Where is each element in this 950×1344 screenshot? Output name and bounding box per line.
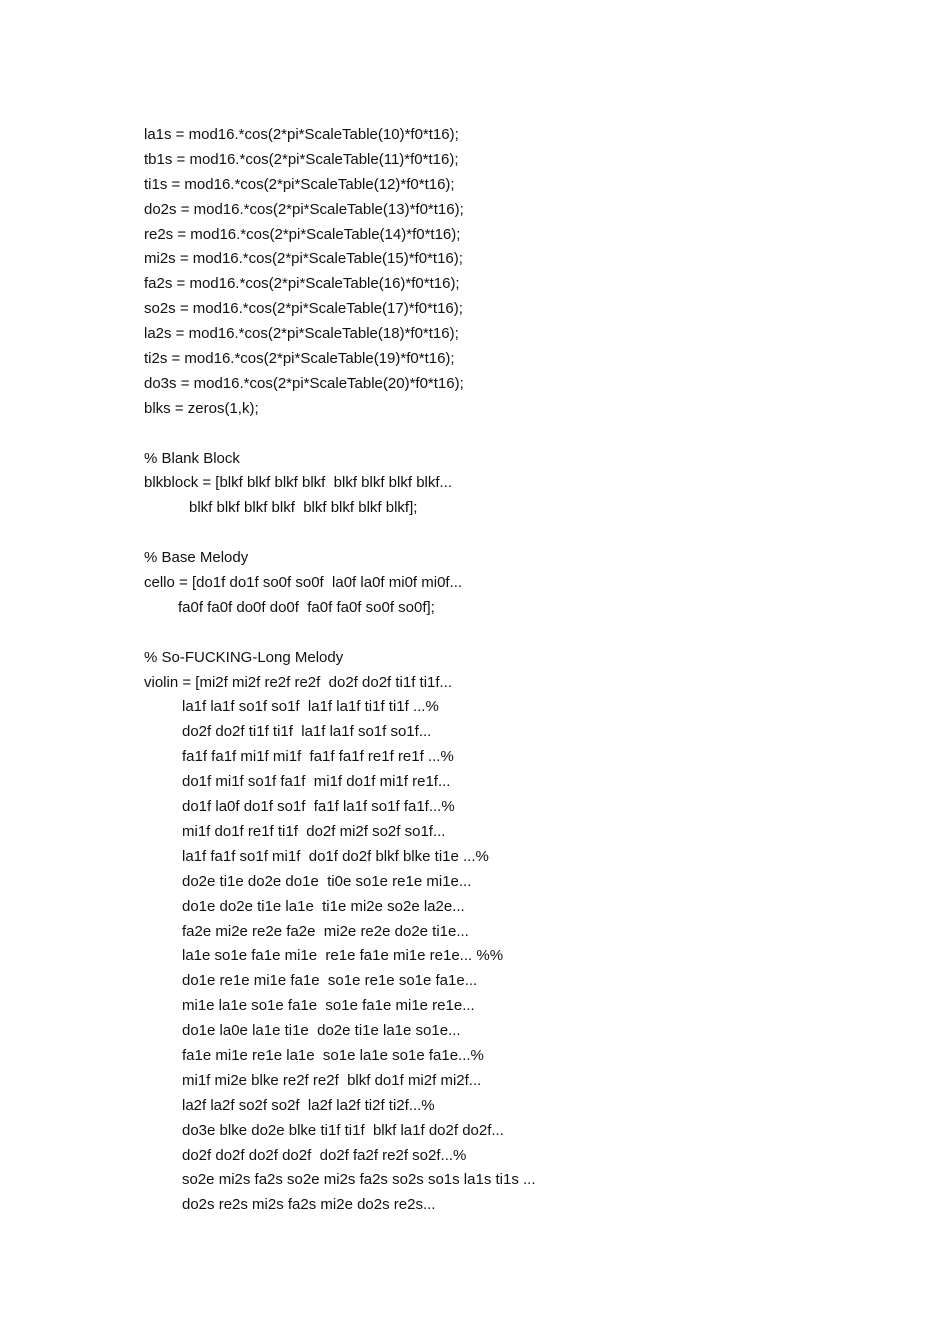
code-line-violin-cont: la2f la2f so2f so2f la2f la2f ti2f ti2f...% (182, 1096, 435, 1114)
code-line-violin-cont: do2f do2f do2f do2f do2f fa2f re2f so2f...% (182, 1146, 467, 1164)
code-line-mi2s: mi2s = mod16.*cos(2*pi*ScaleTable(15)*f0*t16); (144, 250, 463, 268)
code-line-tb1s: tb1s = mod16.*cos(2*pi*ScaleTable(11)*f0*t16); (144, 150, 459, 168)
code-line-ti2s: ti2s = mod16.*cos(2*pi*ScaleTable(19)*f0*t16); (144, 350, 455, 368)
code-line-violin-cont: do1e do2e ti1e la1e ti1e mi2e so2e la2e... (182, 897, 465, 915)
code-line-violin-cont: do1e la0e la1e ti1e do2e ti1e la1e so1e... (182, 1022, 461, 1040)
code-line-fa2s: fa2s = mod16.*cos(2*pi*ScaleTable(16)*f0*t16); (144, 275, 460, 293)
code-line-ti1s: ti1s = mod16.*cos(2*pi*ScaleTable(12)*f0*t16); (144, 175, 455, 193)
code-line-violin-cont: do2s re2s mi2s fa2s mi2e do2s re2s... (182, 1196, 436, 1214)
code-line-violin-cont: mi1f mi2e blke re2f re2f blkf do1f mi2f mi2f... (182, 1071, 482, 1089)
code-line-violin-cont: la1f la1f so1f so1f la1f la1f ti1f ti1f ...% (182, 698, 439, 716)
blank-line (144, 521, 904, 546)
code-line-violin-cont: fa1e mi1e re1e la1e so1e la1e so1e fa1e...% (182, 1046, 484, 1064)
code-line-violin-cont: do3e blke do2e blke ti1f ti1f blkf la1f do2f do2f... (182, 1121, 504, 1139)
code-line-violin-cont: la1e so1e fa1e mi1e re1e fa1e mi1e re1e... %% (182, 947, 504, 965)
code-line-violin-cont: do1f mi1f so1f fa1f mi1f do1f mi1f re1f... (182, 773, 451, 791)
code-line-so2s: so2s = mod16.*cos(2*pi*ScaleTable(17)*f0*t16); (144, 300, 463, 318)
code-line-violin-cont: do1e re1e mi1e fa1e so1e re1e so1e fa1e... (182, 972, 478, 990)
code-line-blkblock-cont: blkf blkf blkf blkf blkf blkf blkf blkf]; (189, 499, 418, 517)
code-line-violin-cont: do1f la0f do1f so1f fa1f la1f so1f fa1f...% (182, 798, 455, 816)
code-line-blks: blks = zeros(1,k); (144, 399, 259, 417)
blank-line (144, 422, 904, 447)
code-line-violin-cont: mi1f do1f re1f ti1f do2f mi2f so2f so1f... (182, 822, 446, 840)
code-line-violin-cont: mi1e la1e so1e fa1e so1e fa1e mi1e re1e... (182, 997, 475, 1015)
comment-long-melody: % So-FUCKING-Long Melody (144, 648, 344, 666)
code-line-cello: cello = [do1f do1f so0f so0f la0f la0f mi0f mi0f... (144, 574, 463, 592)
code-line-violin-cont: la1f fa1f so1f mi1f do1f do2f blkf blke ti1e ...% (182, 847, 489, 865)
code-line-la2s: la2s = mod16.*cos(2*pi*ScaleTable(18)*f0*t16); (144, 325, 459, 343)
code-line-violin-cont: do2f do2f ti1f ti1f la1f la1f so1f so1f... (182, 723, 432, 741)
blank-line (144, 621, 904, 646)
comment-base-melody: % Base Melody (144, 549, 249, 567)
code-line-violin-cont: so2e mi2s fa2s so2e mi2s fa2s so2s so1s la1s ti1s ... (182, 1171, 536, 1189)
code-line-blkblock: blkblock = [blkf blkf blkf blkf blkf blkf blkf blkf... (144, 474, 453, 492)
code-line-do3s: do3s = mod16.*cos(2*pi*ScaleTable(20)*f0*t16); (144, 374, 464, 392)
code-line-cello-cont: fa0f fa0f do0f do0f fa0f fa0f so0f so0f]; (178, 598, 435, 616)
comment-blank-block: % Blank Block (144, 449, 240, 467)
code-line-violin: violin = [mi2f mi2f re2f re2f do2f do2f ti1f ti1f... (144, 673, 453, 691)
code-line-do2s: do2s = mod16.*cos(2*pi*ScaleTable(13)*f0*t16); (144, 200, 464, 218)
code-line-re2s: re2s = mod16.*cos(2*pi*ScaleTable(14)*f0*t16); (144, 225, 461, 243)
code-line-violin-cont: do2e ti1e do2e do1e ti0e so1e re1e mi1e... (182, 872, 472, 890)
code-line-violin-cont: fa1f fa1f mi1f mi1f fa1f fa1f re1f re1f ...% (182, 748, 454, 766)
code-line-la1s: la1s = mod16.*cos(2*pi*ScaleTable(10)*f0*t16); (144, 126, 459, 143)
matlab-code-block (144, 123, 904, 1218)
code-line-violin-cont: fa2e mi2e re2e fa2e mi2e re2e do2e ti1e... (182, 922, 469, 940)
